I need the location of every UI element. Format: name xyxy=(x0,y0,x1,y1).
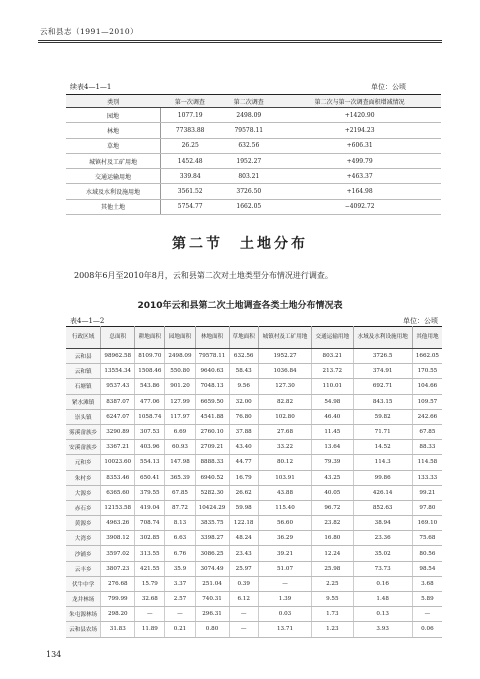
row-label: 云丰乡 xyxy=(66,561,101,576)
table-cell: 803.21 xyxy=(219,169,278,184)
table-cell: 25.97 xyxy=(229,561,258,576)
table-cell: 276.68 xyxy=(101,576,135,591)
table-cell: — xyxy=(258,576,311,591)
table-row xyxy=(66,349,442,364)
column-header: 总面积 xyxy=(101,327,135,349)
table-cell: 1508.46 xyxy=(135,364,165,379)
table-cell: 79578.11 xyxy=(219,123,278,138)
table-cell: 109.57 xyxy=(412,394,442,409)
table-cell: 3908.12 xyxy=(101,531,135,546)
column-header: 行政区域 xyxy=(66,327,101,349)
row-label: 龙井林场 xyxy=(66,592,101,607)
table-cell: 0.06 xyxy=(412,622,442,637)
table-cell: 23.36 xyxy=(353,531,412,546)
column-header: 其他用地 xyxy=(412,327,442,349)
table-cell: 16.79 xyxy=(229,470,258,485)
table-cell: 0.80 xyxy=(195,622,229,637)
row-label: 元和乡 xyxy=(66,455,101,470)
table-cell: 43.88 xyxy=(258,485,311,500)
table-cell: 9640.63 xyxy=(195,364,229,379)
section-title: 第二节 土地分布 xyxy=(172,236,308,252)
table-cell: 26.25 xyxy=(161,138,220,153)
table-cell: 96.72 xyxy=(312,500,353,515)
table-row xyxy=(66,440,442,455)
table-cell: 2498.09 xyxy=(165,349,195,364)
table-cell: 901.20 xyxy=(165,379,195,394)
table1-unit: 单位：公顷 xyxy=(371,83,406,91)
column-header: 类别 xyxy=(66,95,161,108)
column-header: 林地面积 xyxy=(195,327,229,349)
table-cell: 4963.26 xyxy=(101,516,135,531)
table-cell: 12.24 xyxy=(312,546,353,561)
table-cell: 32.68 xyxy=(135,592,165,607)
table-cell: 43.25 xyxy=(312,470,353,485)
row-label: 朱屯源林场 xyxy=(66,607,101,622)
table-cell: 213.72 xyxy=(312,364,353,379)
table-cell: 1.73 xyxy=(312,607,353,622)
table-cell: 7048.13 xyxy=(195,379,229,394)
table-cell: 79.39 xyxy=(312,455,353,470)
table-row xyxy=(66,561,442,576)
table-cell: 365.39 xyxy=(165,470,195,485)
table-row xyxy=(66,123,441,138)
table-cell: 48.24 xyxy=(229,531,258,546)
table-cell: 1036.84 xyxy=(258,364,311,379)
table-cell: 56.60 xyxy=(258,516,311,531)
table-row xyxy=(66,455,442,470)
table-cell: 650.41 xyxy=(135,470,165,485)
row-label: 草地 xyxy=(66,138,161,153)
table-cell: 23.43 xyxy=(229,546,258,561)
row-label: 交通运输用地 xyxy=(66,169,161,184)
row-label: 云和县 xyxy=(66,349,101,364)
table-row xyxy=(66,364,442,379)
row-label: 安溪畲族乡 xyxy=(66,440,101,455)
table-cell: 3597.02 xyxy=(101,546,135,561)
table-row xyxy=(66,516,442,531)
table-cell: 242.66 xyxy=(412,409,442,424)
row-label: 石塘镇 xyxy=(66,379,101,394)
table-cell: 426.14 xyxy=(353,485,412,500)
table-cell: 1662.05 xyxy=(219,199,278,214)
row-label: 黄源乡 xyxy=(66,516,101,531)
table-cell: 127.30 xyxy=(258,379,311,394)
table-cell: 550.80 xyxy=(165,364,195,379)
table-row xyxy=(66,138,441,153)
table-cell: 133.33 xyxy=(412,470,442,485)
table-cell: — xyxy=(135,607,165,622)
column-header: 草地面积 xyxy=(229,327,258,349)
table-cell: 87.72 xyxy=(165,500,195,515)
table-cell: 25.98 xyxy=(312,561,353,576)
table-cell: 1952.27 xyxy=(219,153,278,168)
table-cell: 2498.09 xyxy=(219,108,278,123)
table-cell: 3726.50 xyxy=(219,184,278,199)
row-label: 城镇村及工矿用地 xyxy=(66,153,161,168)
table2-caption: 表4—1—2 xyxy=(70,317,105,325)
table-row xyxy=(66,500,442,515)
row-label: 赤石乡 xyxy=(66,500,101,515)
table-row xyxy=(66,108,441,123)
table-cell: 6659.50 xyxy=(195,394,229,409)
table-cell: 77383.88 xyxy=(161,123,220,138)
table-cell: 115.40 xyxy=(258,500,311,515)
table-cell: 0.16 xyxy=(353,576,412,591)
table-cell: 97.80 xyxy=(412,500,442,515)
table-cell: 73.73 xyxy=(353,561,412,576)
table-cell: 339.84 xyxy=(161,169,220,184)
table-cell: +2194.23 xyxy=(278,123,441,138)
table-cell: 114.3 xyxy=(353,455,412,470)
table-cell: 554.13 xyxy=(135,455,165,470)
table-cell: 419.04 xyxy=(135,500,165,515)
table-cell: 3367.21 xyxy=(101,440,135,455)
table-cell: 1452.48 xyxy=(161,153,220,168)
table-cell: 0.21 xyxy=(165,622,195,637)
table-cell: 313.55 xyxy=(135,546,165,561)
table-cell: 251.04 xyxy=(195,576,229,591)
table-cell: 110.01 xyxy=(312,379,353,394)
table-cell: 60.93 xyxy=(165,440,195,455)
table-cell: 51.07 xyxy=(258,561,311,576)
page-number: 134 xyxy=(46,650,62,659)
table-cell: 32.00 xyxy=(229,394,258,409)
table-cell: 9537.43 xyxy=(101,379,135,394)
row-label: 园地 xyxy=(66,108,161,123)
table-cell: 2.57 xyxy=(165,592,195,607)
table-cell: 13.71 xyxy=(258,622,311,637)
table-cell: 6.12 xyxy=(229,592,258,607)
table-cell: 8.13 xyxy=(165,516,195,531)
row-label: 崇头镇 xyxy=(66,409,101,424)
table-cell: 80.12 xyxy=(258,455,311,470)
row-label: 大源乡 xyxy=(66,485,101,500)
table-cell: 307.53 xyxy=(135,424,165,439)
table-cell: 852.63 xyxy=(353,500,412,515)
table-cell: 1.39 xyxy=(258,592,311,607)
table-row xyxy=(66,485,442,500)
table-cell: 23.82 xyxy=(312,516,353,531)
table-cell: 11.45 xyxy=(312,424,353,439)
table-cell: 0.03 xyxy=(258,607,311,622)
table-cell: 708.74 xyxy=(135,516,165,531)
table-cell: 1.23 xyxy=(312,622,353,637)
row-label: 沙铺乡 xyxy=(66,546,101,561)
table-cell: 543.86 xyxy=(135,379,165,394)
row-label: 林地 xyxy=(66,123,161,138)
table-cell: 79578.11 xyxy=(195,349,229,364)
table-cell: 374.91 xyxy=(353,364,412,379)
row-label: 伏牛中学 xyxy=(66,576,101,591)
table-cell: 6247.07 xyxy=(101,409,135,424)
table-cell: 16.80 xyxy=(312,531,353,546)
table-cell: 1.48 xyxy=(353,592,412,607)
table-cell: 6.63 xyxy=(165,531,195,546)
table-row xyxy=(66,184,441,199)
column-header: 第一次调查 xyxy=(161,95,220,108)
table-cell: 298.20 xyxy=(101,607,135,622)
header-rule-thin xyxy=(38,42,442,43)
table-cell: 296.31 xyxy=(195,607,229,622)
table-row xyxy=(66,576,442,591)
column-header: 园地面积 xyxy=(165,327,195,349)
table-row xyxy=(66,607,442,622)
table-cell: +1420.90 xyxy=(278,108,441,123)
table-cell: 9.55 xyxy=(312,592,353,607)
table-cell: 1058.74 xyxy=(135,409,165,424)
table-cell: 80.56 xyxy=(412,546,442,561)
row-label: 朱村乡 xyxy=(66,470,101,485)
table2-title: 2010年云和县第二次土地调查各类土地分布情况表 xyxy=(137,301,343,311)
table-cell: 11.89 xyxy=(135,622,165,637)
table-row xyxy=(66,546,442,561)
table-cell: 170.55 xyxy=(412,364,442,379)
table-cell: 421.55 xyxy=(135,561,165,576)
table-cell: 9.56 xyxy=(229,379,258,394)
table-row xyxy=(66,394,442,409)
table1-body xyxy=(66,108,441,215)
table-cell: 302.85 xyxy=(135,531,165,546)
row-label: 其他土地 xyxy=(66,199,161,214)
table-cell: 27.68 xyxy=(258,424,311,439)
table-cell: 12153.58 xyxy=(101,500,135,515)
table-cell: 6.76 xyxy=(165,546,195,561)
table-cell: 88.33 xyxy=(412,440,442,455)
land-change-table xyxy=(66,94,441,215)
table-row xyxy=(66,199,441,214)
table-cell: 76.80 xyxy=(229,409,258,424)
column-header: 水域及水利设施用地 xyxy=(353,327,412,349)
table2-body xyxy=(66,349,442,638)
table-cell: 71.71 xyxy=(353,424,412,439)
table-cell: 33.22 xyxy=(258,440,311,455)
table-cell: 117.97 xyxy=(165,409,195,424)
table-cell: 98.54 xyxy=(412,561,442,576)
column-header: 第二次与第一次调查面积增减情况 xyxy=(278,95,441,108)
table-cell: 1952.27 xyxy=(258,349,311,364)
table-cell: 5.89 xyxy=(412,592,442,607)
table-row xyxy=(66,470,442,485)
table-row xyxy=(66,622,442,637)
table-cell: 8387.07 xyxy=(101,394,135,409)
table-cell: 2.25 xyxy=(312,576,353,591)
table-cell: 54.98 xyxy=(312,394,353,409)
table-cell: 5282.30 xyxy=(195,485,229,500)
table-cell: 99.21 xyxy=(412,485,442,500)
table-cell: 127.99 xyxy=(165,394,195,409)
table-cell: 8109.70 xyxy=(135,349,165,364)
table-cell: 13.64 xyxy=(312,440,353,455)
table-row xyxy=(66,592,442,607)
table-cell: 799.99 xyxy=(101,592,135,607)
row-label: 大湾乡 xyxy=(66,531,101,546)
table-cell: 46.40 xyxy=(312,409,353,424)
table-cell: 15.79 xyxy=(135,576,165,591)
table-row xyxy=(66,379,442,394)
table-cell: — xyxy=(229,622,258,637)
table-row xyxy=(66,424,442,439)
column-header: 第二次调查 xyxy=(219,95,278,108)
table-cell: −4092.72 xyxy=(278,199,441,214)
table2-unit: 单位：公顷 xyxy=(403,317,438,325)
table-cell: 379.55 xyxy=(135,485,165,500)
table-cell: 3726.5 xyxy=(353,349,412,364)
table-cell: 3.93 xyxy=(353,622,412,637)
table-cell: 0.13 xyxy=(353,607,412,622)
table-cell: 122.18 xyxy=(229,516,258,531)
table-cell: 3561.52 xyxy=(161,184,220,199)
table-cell: 114.58 xyxy=(412,455,442,470)
table-cell: +164.98 xyxy=(278,184,441,199)
table-cell: 4541.88 xyxy=(195,409,229,424)
table-cell: 35.02 xyxy=(353,546,412,561)
table-cell: 2760.10 xyxy=(195,424,229,439)
table-cell: 37.88 xyxy=(229,424,258,439)
table-cell: 6365.60 xyxy=(101,485,135,500)
table-cell: 67.85 xyxy=(412,424,442,439)
table-cell: 1077.19 xyxy=(161,108,220,123)
table-cell: 82.82 xyxy=(258,394,311,409)
table2-header-row xyxy=(66,327,442,349)
table-cell: 59.82 xyxy=(353,409,412,424)
table-cell: 3290.89 xyxy=(101,424,135,439)
table-row xyxy=(66,409,442,424)
table-cell: 803.21 xyxy=(312,349,353,364)
table-cell: 26.62 xyxy=(229,485,258,500)
table-cell: 169.10 xyxy=(412,516,442,531)
table-cell: 59.98 xyxy=(229,500,258,515)
table-cell: 2709.21 xyxy=(195,440,229,455)
table-cell: +499.79 xyxy=(278,153,441,168)
table-cell: 8888.33 xyxy=(195,455,229,470)
table-cell: +463.37 xyxy=(278,169,441,184)
table-cell: 403.96 xyxy=(135,440,165,455)
table-cell: — xyxy=(229,607,258,622)
table-cell: 3835.75 xyxy=(195,516,229,531)
table-cell: 14.52 xyxy=(353,440,412,455)
table1-caption: 续表4—1—1 xyxy=(70,83,112,91)
table-cell: 99.86 xyxy=(353,470,412,485)
table-cell: 3086.25 xyxy=(195,546,229,561)
table-cell: 0.39 xyxy=(229,576,258,591)
land-distribution-table xyxy=(66,326,442,638)
table-cell: 3074.49 xyxy=(195,561,229,576)
table-cell: 98962.58 xyxy=(101,349,135,364)
table-cell: 38.94 xyxy=(353,516,412,531)
table-cell: 36.29 xyxy=(258,531,311,546)
table-cell: 6.69 xyxy=(165,424,195,439)
table-cell: 35.9 xyxy=(165,561,195,576)
running-header: 云和县志（1991—2010） xyxy=(40,27,139,36)
header-rule xyxy=(38,40,442,41)
table-cell: 632.56 xyxy=(219,138,278,153)
table-row xyxy=(66,153,441,168)
table-cell: — xyxy=(412,607,442,622)
table-cell: 147.98 xyxy=(165,455,195,470)
row-label: 云和镇 xyxy=(66,364,101,379)
section-paragraph: 2008年6月至2010年8月，云和县第二次对土地类型分布情况进行调查。 xyxy=(74,271,333,280)
table-cell: 10023.60 xyxy=(101,455,135,470)
table-cell: 3807.23 xyxy=(101,561,135,576)
column-header: 交通运输用地 xyxy=(312,327,353,349)
table-cell: 39.21 xyxy=(258,546,311,561)
table-cell: 43.40 xyxy=(229,440,258,455)
table-cell: 103.91 xyxy=(258,470,311,485)
table-cell: 10424.29 xyxy=(195,500,229,515)
table-cell: 8353.46 xyxy=(101,470,135,485)
column-header: 耕地面积 xyxy=(135,327,165,349)
row-label: 水域及水利设施用地 xyxy=(66,184,161,199)
table-cell: 44.77 xyxy=(229,455,258,470)
table-cell: 13554.34 xyxy=(101,364,135,379)
table-cell: 6940.52 xyxy=(195,470,229,485)
table1-header-row xyxy=(66,95,441,108)
table-row xyxy=(66,169,441,184)
table-row xyxy=(66,531,442,546)
table-cell: 31.83 xyxy=(101,622,135,637)
table-cell: 843.15 xyxy=(353,394,412,409)
table-cell: +606.31 xyxy=(278,138,441,153)
table-cell: 102.80 xyxy=(258,409,311,424)
row-label: 雾溪畲族乡 xyxy=(66,424,101,439)
table-cell: 3.37 xyxy=(165,576,195,591)
table-cell: 67.85 xyxy=(165,485,195,500)
table-cell: 3398.27 xyxy=(195,531,229,546)
table-cell: 477.06 xyxy=(135,394,165,409)
table-cell: 692.71 xyxy=(353,379,412,394)
row-label: 云和县农场 xyxy=(66,622,101,637)
table-cell: 104.66 xyxy=(412,379,442,394)
row-label: 紧水滩镇 xyxy=(66,394,101,409)
table-cell: — xyxy=(165,607,195,622)
table-cell: 740.31 xyxy=(195,592,229,607)
column-header: 城镇村及工矿用地 xyxy=(258,327,311,349)
table-cell: 3.68 xyxy=(412,576,442,591)
table-cell: 632.56 xyxy=(229,349,258,364)
table-cell: 75.68 xyxy=(412,531,442,546)
table-cell: 1662.05 xyxy=(412,349,442,364)
table-cell: 40.05 xyxy=(312,485,353,500)
table-cell: 58.43 xyxy=(229,364,258,379)
table-cell: 5754.77 xyxy=(161,199,220,214)
